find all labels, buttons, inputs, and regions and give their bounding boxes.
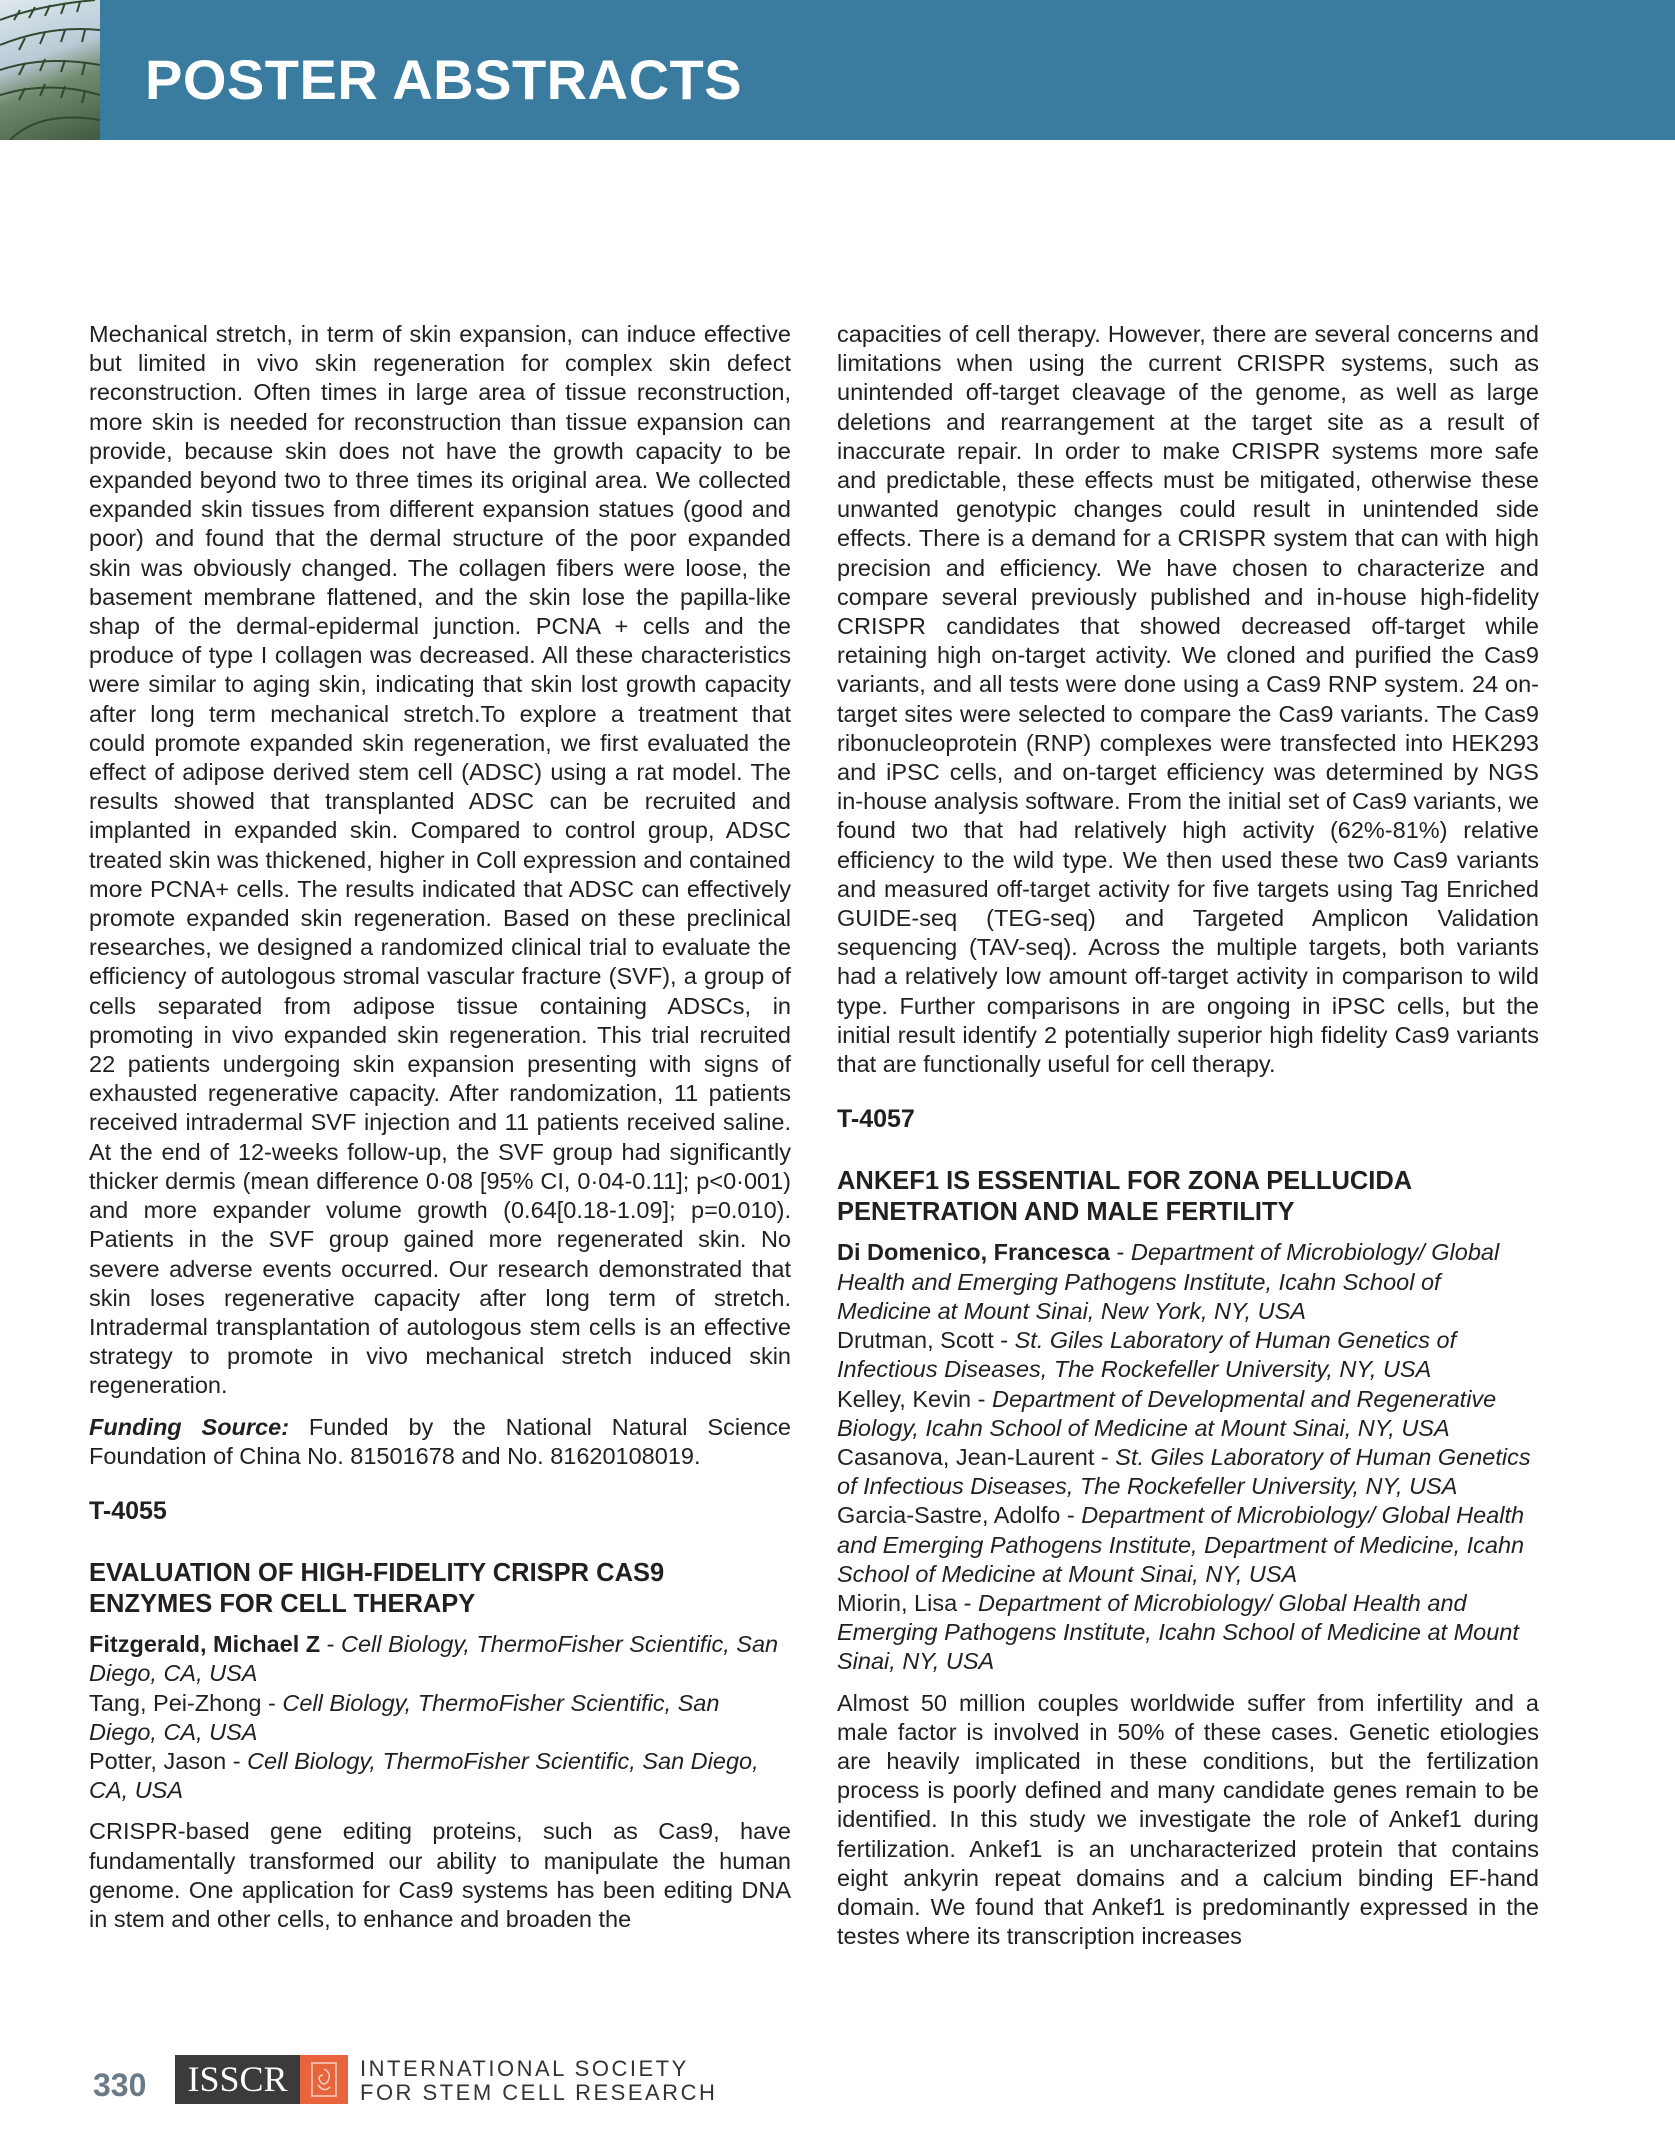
abstract-body-continued: Mechanical stretch, in term of skin expansion, can induce effective but limited in vivo skin regeneration for complex skin defect reconstruction. Often times in large area of tissue reconstruction, more skin is needed for reconstruction than tissue expansion can provide, because skin does not have the growth capacity to be expanded beyond two to three times its original area. We collected expanded skin tissues from different expansion statues (good and poor) and found that the dermal structure of the poor expanded skin was obviously changed. The collagen fibers were loose, the basement membrane flattened, and the skin lose the papilla-like shap of the dermal-epidermal junction. PCNA + cells and the produce of type I collagen was decreased. All these characteristics were similar to aging skin, indicating that skin lost growth capacity after long term mechanical stretch.To explore a treatment that could promote expanded skin regeneration, we first evaluated the effect of adipose derived stem cell (ADSC) using a rat model. The results showed that transplanted ADSC can be recruited and implanted in expanded skin. Compared to control group, ADSC treated skin was thickened, higher in Coll expression and contained more PCNA+ cells. The results indicated that ADSC can effectively promote expanded skin regeneration. Based on these preclinical researches, we designed a randomized clinical trial to evaluate the efficiency of autologous stromal vascular fracture (SVF), a group of cells separated from adipose tissue containing ADSCs, in promoting in vivo expanded skin regeneration. This trial recruited 22 patients undergoing skin expansion presenting with signs of exhausted regenerative capacity. After randomization, 11 patients received intradermal SVF injection and 11 patients received saline. At the end of 12-weeks follow-up, the SVF group had significantly thicker dermis (mean difference 0·08 [95% CI, 0·04-0.11]; p<0·001) and more expander volume growth (0.64[0.18-1.09]; p=0.010). Patients in the SVF group gained more regenerated skin. No severe adverse events occurred. Our research demonstrated that skin loses regenerative capacity after long term of stretch. Intradermal transplantation of autologous stem cells is an effective strategy to promote in vivo mechanical stretch induced skin regeneration.	[89, 321, 791, 1399]
page-footer	[0, 2055, 1675, 2115]
author-separator: -	[993, 1327, 1015, 1354]
author-separator: -	[1094, 1443, 1116, 1470]
header-banner	[0, 0, 1675, 140]
author-entry	[89, 1630, 791, 1688]
author-separator: -	[226, 1747, 248, 1774]
funding-text: Funded by the National Natural Science Foundation of China No. 81501678 and No. 81620108019.	[89, 1413, 791, 1469]
author-list	[837, 1238, 1539, 1676]
author-affiliation: St. Giles Laboratory of Human Genetics of Infectious Diseases, The Rockefeller University, NY, USA	[837, 1443, 1531, 1500]
author-entry	[837, 1385, 1539, 1443]
author-entry	[837, 1238, 1539, 1326]
abstract-body: CRISPR-based gene editing proteins, such as Cas9, have fundamentally transformed our ability to manipulate the human genome. One application for Cas9 systems has been editing DNA in stem and other cells, to enhance and broaden the	[89, 1818, 791, 1932]
author-name: Tang, Pei-Zhong	[89, 1689, 262, 1716]
author-affiliation: Department of Microbiology/ Global Health and Emerging Pathogens Institute, Department of Medicine, Icahn School of Medicine at Mount Sinai, NY, USA	[837, 1502, 1525, 1587]
author-entry	[89, 1689, 791, 1747]
author-name: Potter, Jason	[89, 1747, 227, 1774]
funding-source	[89, 1413, 791, 1471]
author-name: Casanova, Jean-Laurent	[837, 1443, 1095, 1470]
author-name: Miorin, Lisa	[837, 1589, 958, 1616]
abstract-body: Almost 50 million couples worldwide suffer from infertility and a male factor is involved in 50% of these cases. Genetic etiologies are heavily implicated in these conditions, but the fertilization process is poorly defined and many candidate genes remain to be identified. In this study we investigate the role of Ankef1 during fertilization. Ankef1 is an uncharacterized protein that contains eight ankyrin repeat domains and a calcium binding EF-hand domain. We found that Ankef1 is predominantly expressed in the testes where its transcription increases	[837, 1689, 1539, 1950]
author-list	[89, 1630, 791, 1805]
author-name: Kelley, Kevin	[837, 1385, 972, 1412]
author-separator: -	[957, 1589, 979, 1616]
author-affiliation: Cell Biology, ThermoFisher Scientific, San Diego, CA, USA	[89, 1747, 759, 1804]
author-entry	[89, 1747, 791, 1805]
isscr-logo: ISSCR	[175, 2055, 300, 2104]
left-column	[89, 320, 791, 1946]
section-title: POSTER ABSTRACTS	[145, 48, 743, 111]
isscr-emblem-icon	[300, 2055, 348, 2104]
author-entry	[837, 1326, 1539, 1384]
society-name-line2: FOR STEM CELL RESEARCH	[360, 2080, 718, 2105]
author-name: Fitzgerald, Michael Z	[89, 1631, 321, 1658]
abstract-body-continued: capacities of cell therapy. However, there are several concerns and limitations when using the current CRISPR systems, such as unintended off-target cleavage of the genome, as well as large deletions and rearrangement at the target site as a result of inaccurate repair. In order to make CRISPR systems more safe and predictable, these effects must be mitigated, otherwise these unwanted genotypic changes could result in unintended side effects. There is a demand for a CRISPR system that can with high precision and efficiency. We have chosen to characterize and compare several previously published and in-house high-fidelity CRISPR candidates that showed decreased off-target while retaining high on-target activity. We cloned and purified the Cas9 variants, and all tests were done using a Cas9 RNP system. 24 on-target sites were selected to compare the Cas9 variants. The Cas9 ribonucleoprotein (RNP) complexes were transfected into HEK293 and iPSC cells, and on-target efficiency was determined by NGS in-house analysis software. From the initial set of Cas9 variants, we found two that had relatively high activity (62%-81%) relative efficiency to the wild type. We then used these two Cas9 variants and measured off-target activity for five targets using Tag Enriched GUIDE-seq (TEG-seq) and Targeted Amplicon Validation sequencing (TAV-seq). Across the multiple targets, both variants had a relatively low amount off-target activity in comparison to wild type. Further comparisons in are ongoing in iPSC cells, but the initial result identify 2 potentially superior high fidelity Cas9 variants that are functionally useful for cell therapy.	[837, 321, 1539, 1078]
author-affiliation: Department of Microbiology/ Global Health and Emerging Pathogens Institute, Icahn School of Medicine at Mount Sinai, New York, NY, USA	[837, 1239, 1500, 1324]
author-entry	[837, 1589, 1539, 1677]
right-column	[837, 320, 1539, 1963]
palm-tree-image	[0, 0, 100, 140]
society-name-line1: INTERNATIONAL SOCIETY	[360, 2056, 689, 2081]
author-affiliation: Department of Microbiology/ Global Health and Emerging Pathogens Institute, Icahn School of Medicine at Mount Sinai, NY, USA	[837, 1589, 1519, 1675]
author-separator: -	[320, 1631, 342, 1658]
author-separator: -	[261, 1689, 283, 1716]
author-affiliation: Department of Developmental and Regenerative Biology, Icahn School of Medicine at Mount Sinai, NY, USA	[837, 1385, 1497, 1441]
society-name	[360, 2057, 717, 2105]
funding-label: Funding Source:	[89, 1413, 290, 1440]
page-number: 330	[93, 2067, 147, 2103]
author-separator: -	[1109, 1239, 1131, 1266]
author-name: Drutman, Scott	[837, 1327, 994, 1354]
abstract-id: T-4057	[837, 1105, 915, 1134]
abstract-title: ANKEF1 IS ESSENTIAL FOR ZONA PELLUCIDA PENETRATION AND MALE FERTILITY	[837, 1167, 1412, 1227]
author-entry	[837, 1443, 1539, 1501]
author-separator: -	[971, 1385, 992, 1412]
author-affiliation: Cell Biology, ThermoFisher Scientific, San Diego, CA, USA	[89, 1631, 779, 1687]
abstract-title: EVALUATION OF HIGH-FIDELITY CRISPR CAS9 ENZYMES FOR CELL THERAPY	[89, 1559, 665, 1619]
author-affiliation: Cell Biology, ThermoFisher Scientific, San Diego, CA, USA	[89, 1689, 720, 1745]
author-name: Di Domenico, Francesca	[837, 1239, 1110, 1266]
abstract-id: T-4055	[89, 1496, 167, 1525]
author-entry	[837, 1501, 1539, 1589]
author-affiliation: St. Giles Laboratory of Human Genetics of Infectious Diseases, The Rockefeller University, NY, USA	[837, 1327, 1457, 1383]
author-separator: -	[1060, 1502, 1082, 1529]
palm-leaves-icon	[0, 0, 100, 140]
author-name: Garcia-Sastre, Adolfo	[837, 1502, 1061, 1529]
